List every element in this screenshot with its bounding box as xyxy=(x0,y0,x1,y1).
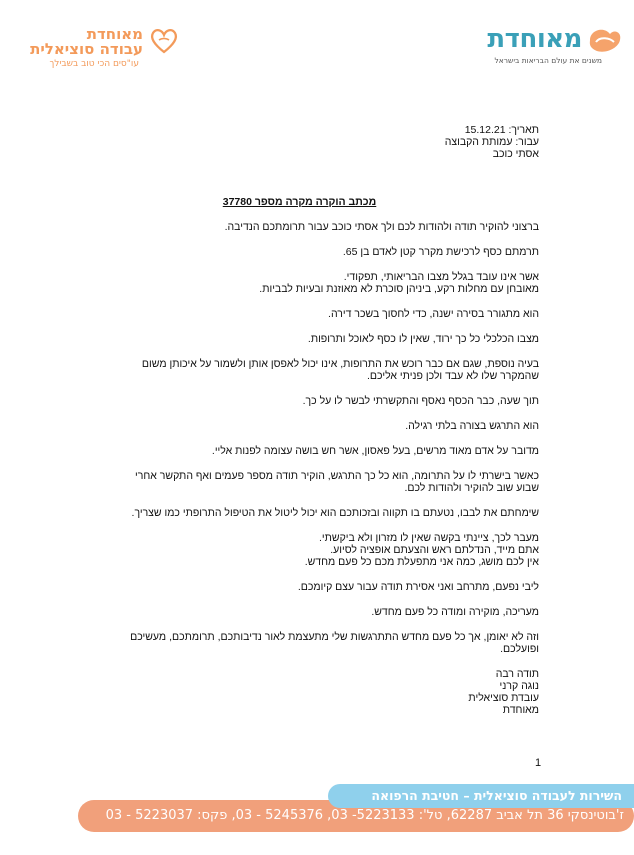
paragraph-line: כאשר בישרתי לו על התרומה, הוא כל כך התרגש, הוקיר תודה מספר פעמים ואף התקשר אחרי xyxy=(135,470,539,482)
paragraph-line: וזה לא יאומן, אך כל פעם מחדש התתרגשות שלי מתעצמת לאור נדיבותכם, תרומתכם, מעשיכם xyxy=(130,631,539,643)
letter-paragraph xyxy=(60,358,539,382)
footer-address: ז'בוטינסקי 36 תל אביב 62287, טל': 5223133- 03, 5245376 - 03, פקס: 5223037 - 03 xyxy=(105,808,624,823)
letter-paragraphs xyxy=(60,221,539,655)
paragraph-line: ברצוני להוקיר תודה ולהודות לכם ולך אסתי כוכב עבור תרומתכם הנדיבה. xyxy=(224,221,539,233)
letter-body xyxy=(60,124,539,716)
meuhedet-logo-icon xyxy=(588,26,622,56)
letter-paragraph xyxy=(60,221,539,233)
social-work-logo-tagline: עו"סים הכי טוב בשבילך xyxy=(49,59,139,69)
letter-paragraph xyxy=(60,606,539,618)
letter-header xyxy=(60,124,539,160)
letter-recipient: עבור: עמותת הקבוצה xyxy=(444,136,539,148)
letter-paragraph xyxy=(60,507,539,519)
letter-paragraph xyxy=(60,420,539,432)
letter-paragraph xyxy=(60,581,539,593)
paragraph-line: אין לכם מושג, כמה אני מתפעלת מכם כל פעם מחדש. xyxy=(304,556,539,568)
paragraph-line: מצבו הכלכלי כל כך ירוד, שאין לו כסף לאוכל ותרופות. xyxy=(307,333,539,345)
paragraph-line: בעיה נוספת, שגם אם כבר רוכש את התרופות, אינו יכול לאפסן אותן ולשמור על איכותן משום xyxy=(141,358,539,370)
meuhedet-logo xyxy=(462,22,622,66)
paragraph-line: תרמתם כסף לרכישת מקרר קטן לאדם בן 65. xyxy=(342,246,539,258)
footer-department-bar xyxy=(328,784,634,808)
signature-line: תודה רבה xyxy=(495,668,539,680)
signature-line: מאוחדת xyxy=(502,704,539,716)
paragraph-line: אתם מייד, הנדלתם ראש והצעתם אופציה לסיוע. xyxy=(330,544,539,556)
social-work-logo-line1: מאוחדת xyxy=(86,25,143,43)
paragraph-line: מאובחן עם מחלות רקע, ביניהן סוכרת לא מאוזנת ובעיות לבביות. xyxy=(259,283,539,295)
paragraph-line: מעבר לכך, ציינתי בקשה שאין לו מזרון ולא ביקשתי. xyxy=(319,532,539,544)
letter-paragraph xyxy=(60,246,539,258)
paragraph-line: שימחתם את לבבו, נטעתם בו תקווה ובזכותכם הוא יכול ליטול את הטיפול התרופתי כמו שצריך. xyxy=(131,507,539,519)
paragraph-line: הוא התרגש בצורה בלתי רגילה. xyxy=(405,420,539,432)
paragraph-line: מדובר על אדם מאוד מרשים, בעל פאסון, אשר חש בושה עצומה לפנות אליי. xyxy=(211,445,539,457)
heart-leaf-icon xyxy=(149,28,179,54)
paragraph-line: הוא מתגורר בסירה ישנה, כדי לחסוך בשכר דירה. xyxy=(328,308,539,320)
letter-paragraph xyxy=(60,271,539,295)
social-work-logo-line2: עבודה סוציאלית xyxy=(30,40,143,58)
letter-paragraph xyxy=(60,445,539,457)
letter-paragraph xyxy=(60,631,539,655)
paragraph-line: ליבי נפעם, מתרחב ואני אסירת תודה עבור עצם קיומכם. xyxy=(297,581,539,593)
paragraph-line: ופועלכם. xyxy=(500,643,539,655)
paragraph-line: שבוע שוב להוקיר ולהודות לכם. xyxy=(404,482,539,494)
letter-paragraph xyxy=(60,308,539,320)
social-work-logo xyxy=(14,26,179,72)
meuhedet-logo-name: מאוחדת xyxy=(487,24,582,54)
letter-paragraph xyxy=(60,470,539,494)
paragraph-line: מעריכה, מוקירה ומודה כל פעם מחדש. xyxy=(371,606,539,618)
footer-department: השירות לעבודה סוציאלית – חטיבת הרפואה xyxy=(371,788,622,803)
signature-line: עובדת סוציאלית xyxy=(468,692,539,704)
meuhedet-logo-tagline: משנים את עולם הבריאות בישראל xyxy=(494,56,602,65)
paragraph-line: שהמקרר שלו לא עבד ולכן פניתי אליכם. xyxy=(367,370,539,382)
paragraph-line: תוך שעה, כבר הכסף נאסף והתקשרתי לבשר לו על כך. xyxy=(302,395,539,407)
signature-line: נוגה קרני xyxy=(499,680,539,692)
letter-paragraph xyxy=(60,395,539,407)
page-number: 1 xyxy=(535,757,542,769)
letter-date: תאריך: 15.12.21 xyxy=(464,124,539,136)
letter-paragraph xyxy=(60,333,539,345)
paragraph-line: אשר אינו עובד בגלל מצבו הבריאותי, תפקודי. xyxy=(343,271,539,283)
letter-signature xyxy=(60,668,539,716)
letter-subject: מכתב הוקרה מקרה מספר 37780 xyxy=(222,196,377,208)
letter-paragraph xyxy=(60,532,539,568)
letter-recipient-name: אסתי כוכב xyxy=(492,148,539,160)
